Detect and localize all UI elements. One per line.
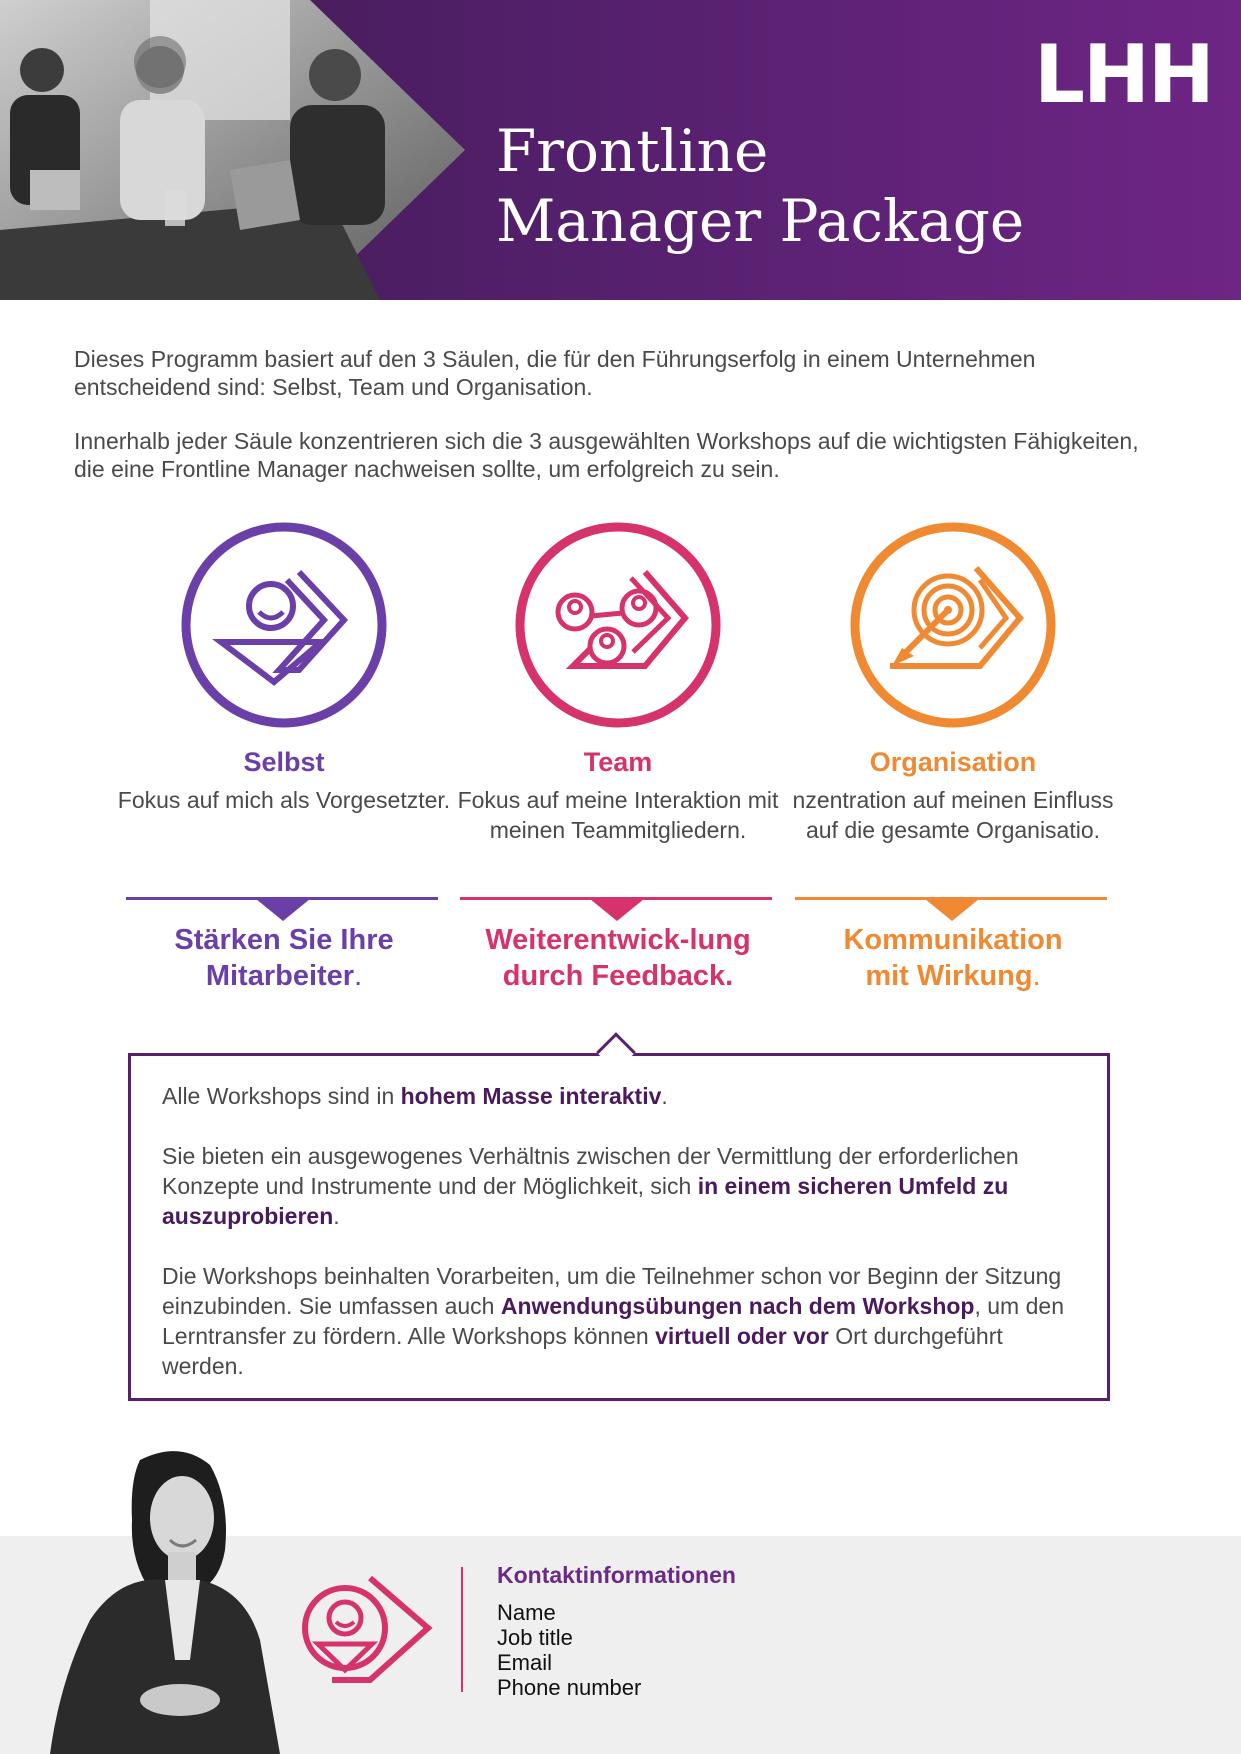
info-paragraph-3: Die Workshops beinhalten Vorarbeiten, um die Teilnehmer schon vor Beginn der Sitzung einzubinden. Sie umfassen auch Anwendungsübungen nach dem Workshop, um den Lerntransfer zu fördern. Alle Workshops können virtuell oder vor Ort durchgeführt werden. — [162, 1263, 1064, 1379]
title-line-1: Frontline — [496, 117, 769, 185]
header-banner — [0, 0, 1241, 300]
self-person-icon — [179, 520, 389, 730]
workshop-line-2: Mitarbeiter. — [205, 960, 363, 992]
workshop-title — [448, 922, 788, 994]
page-title — [496, 116, 1196, 256]
contact-phone: Phone number — [497, 1675, 642, 1700]
contact-details — [497, 1600, 641, 1700]
workshop-line-2: mit Wirkung. — [865, 960, 1041, 992]
pillar-pointer — [256, 899, 310, 921]
pillar-description: Fokus auf meine Interaktion mit meinen Teammitgliedern. — [457, 787, 779, 843]
contact-job-title: Job title — [497, 1625, 573, 1650]
pillar-description: Fokus auf mich als Vorgesetzter. — [117, 787, 451, 813]
meeting-photo — [0, 0, 470, 300]
intro-paragraph-2: Innerhalb jeder Säule konzentrieren sich die 3 ausgewählten Workshops auf die wichtigsten Fähigkeiten, die eine Frontline Manager nachweisen sollte, um erfolgreich zu sein. — [74, 428, 1139, 482]
pillar-name: Organisation — [869, 747, 1037, 777]
pillar-pointer — [925, 899, 979, 921]
self-person-icon-footer — [300, 1570, 440, 1690]
pillar-name: Selbst — [243, 747, 325, 777]
workshop-line-1: Kommunikation — [843, 924, 1063, 956]
team-people-icon — [513, 520, 723, 730]
intro-text — [74, 345, 1174, 509]
info-paragraph-2: Sie bieten ein ausgewogenes Verhältnis zwischen der Vermittlung der erforderlichen Konzepte und Instrumente und der Möglichkeit, sich in einem sicheren Umfeld zu auszuprobieren. — [162, 1143, 1019, 1229]
lhh-logo: LHH — [1034, 28, 1213, 121]
workshop-title — [114, 922, 454, 994]
info-box-text — [162, 1081, 1082, 1411]
intro-paragraph-1: Dieses Programm basiert auf den 3 Säulen, die für den Führungserfolg in einem Unternehmen entscheidend sind: Selbst, Team und Organisation. — [74, 346, 1036, 400]
info-paragraph-1: Alle Workshops sind in hohem Masse interaktiv. — [162, 1083, 668, 1109]
pillar-name: Team — [583, 747, 653, 777]
footer-divider — [461, 1567, 463, 1692]
workshop-line-2: durch Feedback. — [502, 960, 734, 992]
workshop-title — [783, 922, 1123, 994]
workshop-line-1: Stärken Sie Ihre — [174, 924, 394, 956]
contact-email: Email — [497, 1650, 553, 1675]
contact-heading: Kontaktinformationen — [497, 1562, 736, 1588]
title-line-2: Manager Package — [496, 187, 1025, 255]
contact-name: Name — [497, 1600, 556, 1625]
woman-portrait-photo — [30, 1440, 300, 1754]
pillar-pointer — [590, 899, 644, 921]
workshop-line-1: Weiterentwick-lung — [485, 924, 751, 956]
pillar-description: nzentration auf meinen Einfluss auf die gesamte Organisatio. — [792, 787, 1114, 843]
target-arrow-icon — [848, 520, 1058, 730]
